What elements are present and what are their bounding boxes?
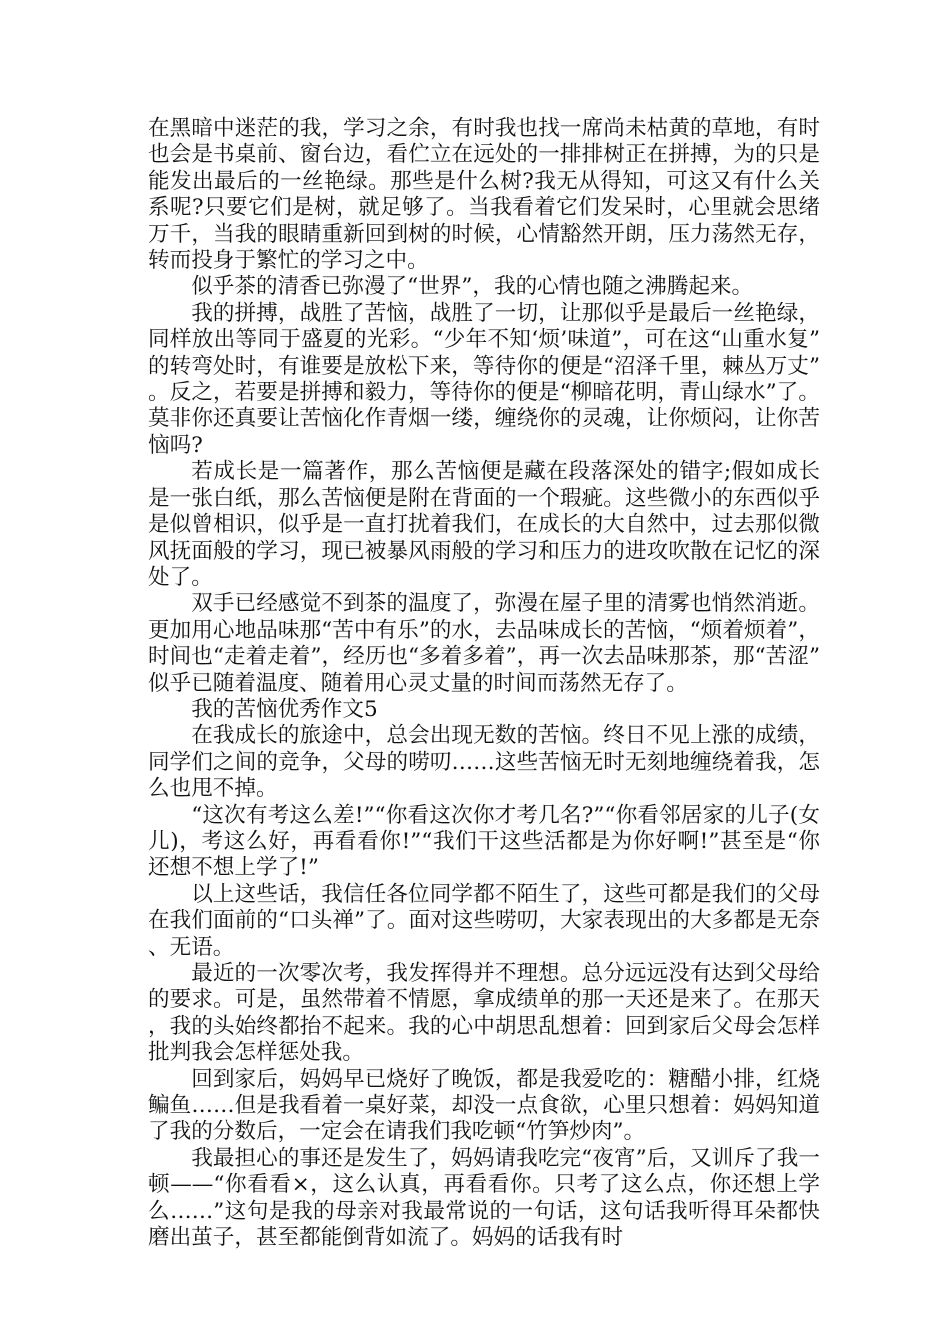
paragraph-parent-quotes: “这次有考这么差!”“你看这次你才考几名?”“你看邻居家的儿子(女儿)，考这么好，再看看你!”“我们干这些活都是为你好啊!”甚至是“你还想不想上学了!” <box>148 802 820 881</box>
paragraph-dinner: 回到家后，妈妈早已烧好了晚饭，都是我爱吃的：糖醋小排，红烧鳊鱼……但是我看着一桌好菜，却没一点食欲，心里只想着：妈妈知道了我的分数后，一定会在请我们我吃顿“竹笋炒肉”。 <box>148 1066 820 1145</box>
paragraph-scolding: 我最担心的事还是发生了，妈妈请我吃完“夜宵”后，又训斥了我一顿——“你看看×，这么认真，再看看你。只考了这么点，你还想上学么……”这句是我的母亲对我最常说的一句话，这句话我听得耳朵都快磨出茧子，甚至都能倒背如流了。妈妈的话我有时 <box>148 1145 820 1251</box>
paragraph-catchphrases: 以上这些话，我信任各位同学都不陌生了，这些可都是我们的父母在我们面前的“口头禅”了。面对这些唠叨，大家表现出的大多都是无奈、无语。 <box>148 881 820 960</box>
paragraph-struggle: 我的拼搏，战胜了苦恼，战胜了一切，让那似乎是最后一丝艳绿，同样放出等同于盛夏的光彩。“少年不知‘烦’味道”，可在这“山重水复”的转弯处时，有谁要是放松下来，等待你的便是“沼泽千里，棘丛万丈”。反之，若要是拼搏和毅力，等待你的便是“柳暗花明，青山绿水”了。莫非你还真要让苦恼化作青烟一缕，缠绕你的灵魂，让你烦闷，让你苦恼吗? <box>148 300 820 458</box>
paragraph-recent-exam: 最近的一次零次考，我发挥得并不理想。总分远远没有达到父母给的要求。可是，虽然带着不情愿，拿成绩单的那一天还是来了。在那天，我的头始终都抬不起来。我的心中胡思乱想着：回到家后父母会怎样批判我会怎样惩处我。 <box>148 961 820 1066</box>
section-title-essay-5: 我的苦恼优秀作文5 <box>191 696 378 722</box>
paragraph-tea-cooling: 双手已经感觉不到茶的温度了，弥漫在屋子里的清雾也悄然消逝。更加用心地品味那“苦中有乐”的水，去品味成长的苦恼，“烦着烦着”，时间也“走着走着”，经历也“多着多着”，再一次去品味那茶，那“苦涩”似乎已随着温度、随着用心灵丈量的时间而荡然无存了。 <box>148 591 820 696</box>
paragraph-growth-worries: 在我成长的旅途中，总会出现无数的苦恼。终日不见上涨的成绩，同学们之间的竞争，父母的唠叨……这些苦恼无时无刻地缠绕着我，怎么也甩不掉。 <box>148 723 820 802</box>
paragraph-growth-metaphor: 若成长是一篇著作，那么苦恼便是藏在段落深处的错字;假如成长是一张白纸，那么苦恼便是附在背面的一个瑕疵。这些微小的东西似乎是似曾相识，似乎是一直打扰着我们，在成长的大自然中，过去那似微风抚面般的学习，现已被暴风雨般的学习和压力的进攻吹散在记忆的深处了。 <box>148 459 820 590</box>
paragraph-tea-fragrance: 似乎茶的清香已弥漫了“世界”，我的心情也随之沸腾起来。 <box>191 274 754 300</box>
paragraph-tree-reflection: 在黑暗中迷茫的我，学习之余，有时我也找一席尚未枯黄的草地，有时也会是书桌前、窗台边，看伫立在远处的一排排树正在拼搏，为的只是能发出最后的一丝艳绿。那些是什么树?我无从得知，可这又有什么关系呢?只要它们是树，就足够了。当我看着它们发呆时，心里就会思绪万千，当我的眼睛重新回到树的时候，心情豁然开朗，压力荡然无存，转而投身于繁忙的学习之中。 <box>148 116 820 274</box>
document-page <box>148 116 820 1251</box>
